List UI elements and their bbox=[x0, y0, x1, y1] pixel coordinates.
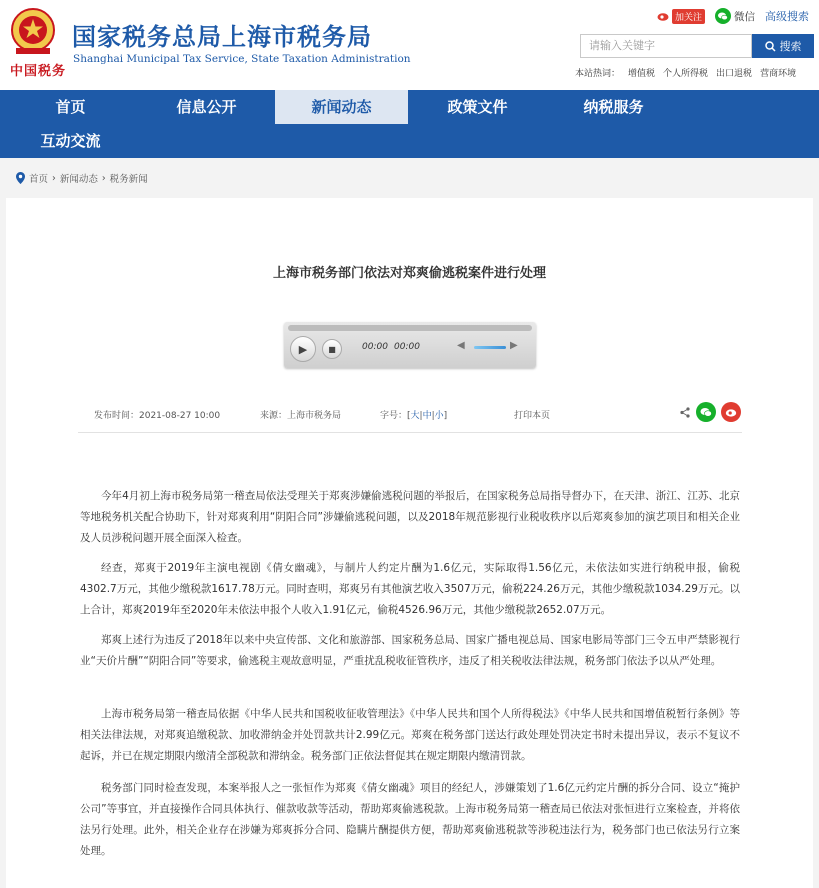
font-size-medium[interactable]: 中 bbox=[422, 411, 432, 421]
weibo-icon bbox=[725, 407, 737, 417]
hot-words-label: 本站热词： bbox=[575, 69, 621, 79]
nav-item-policy[interactable]: 政策文件 bbox=[447, 98, 508, 116]
breadcrumb-separator: › bbox=[101, 172, 106, 184]
duration: 00:00 bbox=[394, 342, 420, 352]
breadcrumb bbox=[16, 171, 148, 185]
location-icon bbox=[16, 172, 25, 184]
breadcrumb-news[interactable]: 新闻动态 bbox=[59, 174, 98, 185]
weibo-icon bbox=[657, 11, 669, 21]
stop-icon: ■ bbox=[328, 344, 336, 354]
hot-word[interactable]: 出口退税 bbox=[716, 69, 753, 79]
wechat-icon bbox=[700, 407, 712, 417]
tax-emblem-icon bbox=[8, 8, 58, 56]
font-size-label: 字号： bbox=[380, 411, 408, 421]
search-icon bbox=[765, 41, 776, 52]
audio-player bbox=[284, 322, 536, 368]
search-input[interactable]: 请输入关键字 bbox=[580, 34, 752, 58]
main-nav bbox=[0, 90, 819, 158]
volume-icon[interactable]: ◀ bbox=[457, 340, 465, 351]
nav-item-info-disclosure[interactable]: 信息公开 bbox=[176, 98, 237, 116]
logo-text: 中国税务 bbox=[10, 64, 67, 79]
breadcrumb-home[interactable]: 首页 bbox=[29, 174, 49, 185]
audio-progress-bar[interactable] bbox=[288, 325, 532, 331]
publish-time: 发布时间：2021-08-27 10:00 bbox=[94, 411, 221, 421]
nav-item-tax-service[interactable]: 纳税服务 bbox=[583, 98, 644, 116]
print-link[interactable]: 打印本页 bbox=[514, 411, 551, 421]
article-source: 来源：上海市税务局 bbox=[260, 411, 342, 421]
volume-max-icon[interactable]: ▶ bbox=[510, 340, 518, 351]
weibo-follow-label: 加关注 bbox=[672, 9, 705, 24]
font-size-small[interactable]: 小 bbox=[434, 411, 444, 421]
breadcrumb-tax-news[interactable]: 税务新闻 bbox=[109, 174, 148, 185]
article-paragraph: 税务部门同时检查发现，本案举报人之一张恒作为郑爽《倩女幽魂》项目的经纪人，涉嫌策划了1.6亿元约定片酬的拆分合同、设立“掩护公司”等事宜，并直接操作合同具体执行、催款收款等活动，帮助郑爽偷逃税款。上海市税务局第一稽查局已依法对张恒进行立案检查，并将依法另行处理。此外，相关企业存在涉嫌为郑爽拆分合同、隐瞒片酬提供方便，帮助郑爽偷逃税款等涉税违法行为，税务部门也已依法另行立案处理。 bbox=[80, 782, 740, 857]
font-size-large[interactable]: 大 bbox=[410, 411, 420, 421]
advanced-search-link[interactable]: 高级搜索 bbox=[765, 10, 809, 23]
meta-divider bbox=[78, 432, 742, 433]
stop-button[interactable] bbox=[322, 339, 342, 359]
wechat-link[interactable] bbox=[715, 8, 755, 24]
search-button[interactable] bbox=[752, 34, 814, 58]
play-icon: ▶ bbox=[298, 342, 308, 356]
hot-words bbox=[575, 66, 796, 79]
share-wechat-button[interactable] bbox=[696, 402, 716, 422]
site-title[interactable]: 国家税务总局上海市税务局 bbox=[72, 23, 372, 51]
share-weibo-button[interactable] bbox=[721, 402, 741, 422]
current-time: 00:00 bbox=[362, 342, 388, 352]
hot-word[interactable]: 营商环境 bbox=[760, 69, 797, 79]
nav-item-interaction[interactable]: 互动交流 bbox=[40, 132, 101, 150]
site-header bbox=[0, 0, 819, 90]
breadcrumb-separator: › bbox=[52, 172, 56, 184]
nav-item-news[interactable]: 新闻动态 bbox=[275, 90, 408, 124]
article-paragraph: 今年4月初上海市税务局第一稽查局依法受理关于郑爽涉嫌偷逃税问题的举报后，在国家税务总局指导督办下，在天津、浙江、江苏、北京等地税务机关配合协助下，针对郑爽利用“阴阳合同”涉嫌偷逃税问题，以及2018年规范影视行业税收秩序以后郑爽参加的演艺项目和相关企业及人员涉税问题开展全面深入检查。 bbox=[80, 490, 740, 544]
wechat-label: 微信 bbox=[734, 10, 755, 23]
play-button[interactable] bbox=[290, 336, 316, 362]
font-size-control: 字号：[大|中|小] bbox=[380, 411, 448, 421]
hot-word[interactable]: 增值税 bbox=[628, 69, 656, 79]
article-paragraph: 上海市税务局第一稽查局依据《中华人民共和国税收征收管理法》《中华人民共和国个人所得税法》《中华人民共和国增值税暂行条例》等相关法律法规，对郑爽追缴税款、加收滞纳金并处罚款共计2.99亿元。郑爽在税务部门送达行政处理处罚决定书时未提出异议，表示不复议不起诉，并已在规定期限内缴清全部税款和滞纳金。税务部门正依法督促其在规定期限内缴清罚款。 bbox=[80, 708, 740, 762]
share-icon[interactable] bbox=[680, 407, 690, 418]
wechat-icon bbox=[715, 8, 731, 24]
article-paragraph: 郑爽上述行为违反了2018年以来中央宣传部、文化和旅游部、国家税务总局、国家广播电视总局、国家电影局等部门三令五申严禁影视行业“天价片酬”“阴阳合同”等要求，偷逃税主观故意明显，严重扰乱税收征管秩序，违反了相关税收法律法规，税务部门依法予以从严处理。 bbox=[80, 634, 740, 667]
nav-item-home[interactable]: 首页 bbox=[55, 98, 86, 116]
top-links bbox=[657, 8, 809, 24]
volume-slider[interactable] bbox=[474, 346, 506, 349]
search-button-label: 搜索 bbox=[779, 40, 802, 53]
hot-word[interactable]: 个人所得税 bbox=[663, 69, 709, 79]
article-title: 上海市税务部门依法对郑爽偷逃税案件进行处理 bbox=[272, 266, 546, 281]
weibo-follow-link[interactable] bbox=[657, 9, 705, 24]
article-paragraph: 经查，郑爽于2019年主演电视剧《倩女幽魂》，与制片人约定片酬为1.6亿元，实际取得1.56亿元，未依法如实进行纳税申报，偷税4302.7万元，其他少缴税款1617.78万元。同时查明，郑爽另有其他演艺收入3507万元，偷税224.26万元，其他少缴税款1034.29万元。以上合计，郑爽2019年至2020年未依法申报个人收入1.91亿元，偷税4526.96万元，其他少缴税款2652.07万元。 bbox=[80, 562, 740, 616]
site-subtitle: Shanghai Municipal Tax Service, State Taxation Administration bbox=[73, 53, 411, 65]
